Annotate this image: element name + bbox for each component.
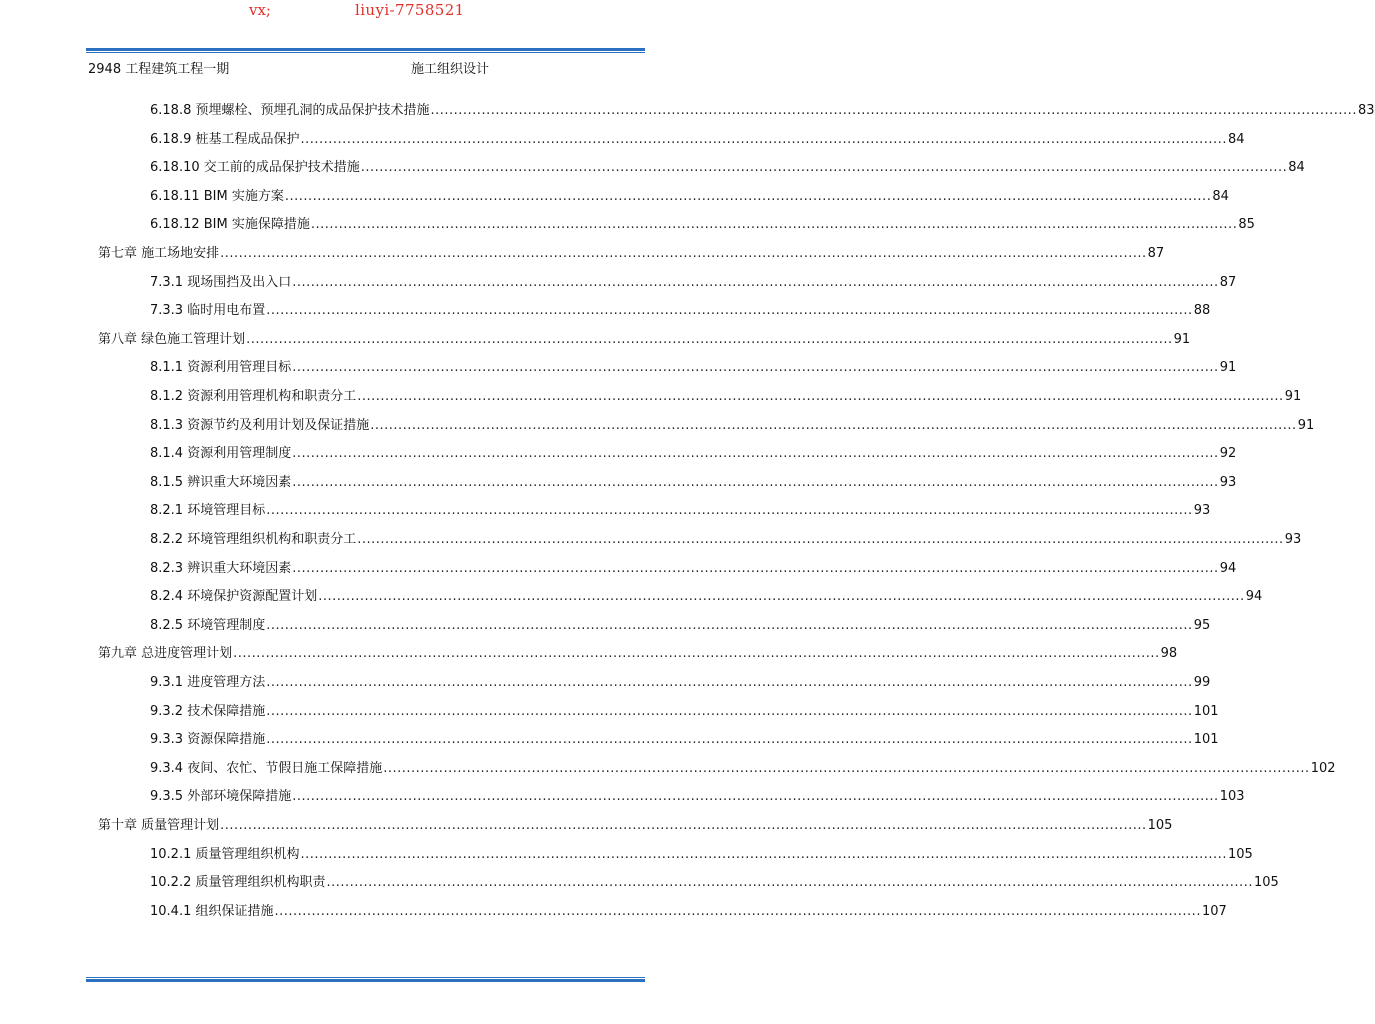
toc-dot-leader: ........................................................................................................................................................................................................ [220,818,1147,833]
toc-entry-title: 8.1.1 资源利用管理目标 [150,360,292,376]
toc-dot-leader: ........................................................................................................................................................................................................ [300,131,1227,147]
toc-dot-leader: ........................................................................................................................................................................................................ [310,217,1238,233]
toc-dot-leader: ........................................................................................................................................................................................................ [383,760,1310,776]
toc-entry-title: 6.18.8 预埋螺栓、预埋孔洞的成品保护技术措施 [150,103,430,118]
toc-entry-title: 9.3.2 技术保障措施 [150,703,266,719]
toc-dot-leader: ........................................................................................................................................................................................................ [266,703,1193,719]
footer-rule [86,977,645,982]
toc-section-entry[interactable] [150,387,1302,407]
toc-entry-title: 10.2.2 质量管理组织机构职责 [150,875,326,891]
toc-dot-leader: ........................................................................................................................................................................................................ [284,188,1212,204]
toc-section-entry[interactable] [150,444,1237,464]
toc-entry-title: 8.1.2 资源利用管理机构和职责分工 [150,389,357,404]
toc-entry-title: 6.18.12 BIM 实施保障措施 [150,217,310,233]
toc-section-entry[interactable] [150,501,1211,521]
toc-page-number: 88 [1193,303,1211,319]
toc-dot-leader: ........................................................................................................................................................................................................ [292,360,1219,376]
toc-dot-leader: ........................................................................................................................................................................................................ [360,160,1288,176]
toc-page-number: 84 [1288,160,1305,176]
toc-page-number: 102 [1310,760,1336,776]
toc-dot-leader: ........................................................................................................................................................................................................ [357,532,1284,547]
toc-chapter-entry[interactable] [98,816,1173,836]
toc-page-number: 87 [1219,274,1237,290]
toc-entry-title: 8.2.2 环境管理组织机构和职责分工 [150,532,357,547]
toc-section-entry[interactable] [150,358,1237,378]
toc-chapter-entry[interactable] [98,330,1191,350]
toc-section-entry[interactable] [150,530,1302,550]
toc-dot-leader: ........................................................................................................................................................................................................ [292,446,1219,462]
toc-entry-title: 9.3.3 资源保障措施 [150,732,266,748]
toc-section-entry[interactable] [150,301,1211,321]
toc-page-number: 105 [1253,875,1279,891]
toc-dot-leader: ........................................................................................................................................................................................................ [357,389,1284,404]
toc-page-number: 98 [1160,646,1178,662]
toc-page-number: 101 [1193,732,1219,748]
watermark [0,0,724,20]
toc-page-number: 85 [1238,217,1255,233]
toc-page-number: 91 [1297,417,1315,433]
toc-entry-title: 8.1.5 辨识重大环境因素 [150,474,292,490]
toc-page-number: 99 [1193,675,1211,690]
toc-section-entry[interactable] [150,587,1263,607]
toc-section-entry[interactable] [150,559,1237,579]
toc-section-entry[interactable] [150,473,1237,493]
toc-dot-leader: ........................................................................................................................................................................................................ [318,589,1245,605]
toc-page-number: 87 [1147,246,1165,261]
toc-entry-title: 8.2.1 环境管理目标 [150,503,266,519]
toc-entry-title: 第八章 绿色施工管理计划 [98,331,246,347]
header-rule [86,48,645,53]
toc-entry-title: 9.3.5 外部环境保障措施 [150,789,292,805]
toc-section-entry[interactable] [150,873,1279,893]
toc-dot-leader: ........................................................................................................................................................................................................ [370,417,1297,433]
toc-section-entry[interactable] [150,759,1336,779]
toc-section-entry[interactable] [150,902,1227,922]
watermark-left-text: vx; [249,1,271,19]
toc-dot-leader: ........................................................................................................................................................................................................ [430,103,1357,118]
toc-page-number: 101 [1193,703,1219,719]
toc-section-entry[interactable] [150,673,1211,693]
toc-section-entry[interactable] [150,616,1211,636]
toc-dot-leader: ........................................................................................................................................................................................................ [266,617,1193,633]
toc-chapter-entry[interactable] [98,244,1165,264]
toc-page-number: 91 [1173,331,1191,347]
toc-entry-title: 6.18.9 桩基工程成品保护 [150,131,300,147]
toc-dot-leader: ........................................................................................................................................................................................................ [292,274,1219,290]
toc-entry-title: 10.2.1 质量管理组织机构 [150,846,300,862]
watermark-right-text: liuyi-7758521 [355,1,465,19]
page-header [88,58,644,78]
toc-chapter-entry[interactable] [98,644,1178,664]
toc-dot-leader: ........................................................................................................................................................................................................ [233,646,1160,662]
toc-dot-leader: ........................................................................................................................................................................................................ [220,246,1147,261]
toc-entry-title: 8.2.4 环境保护资源配置计划 [150,589,318,605]
toc-page-number: 92 [1219,446,1237,462]
toc-page-number: 105 [1227,846,1253,862]
toc-section-entry[interactable] [150,702,1219,722]
toc-dot-leader: ........................................................................................................................................................................................................ [300,846,1227,862]
toc-dot-leader: ........................................................................................................................................................................................................ [246,331,1173,347]
toc-section-entry[interactable] [150,215,1255,235]
toc-dot-leader: ........................................................................................................................................................................................................ [292,560,1219,576]
toc-dot-leader: ........................................................................................................................................................................................................ [266,303,1193,319]
toc-entry-title: 8.1.4 资源利用管理制度 [150,446,292,462]
toc-entry-title: 10.4.1 组织保证措施 [150,903,274,919]
header-project-title: 2948 工程建筑工程一期 [88,62,230,77]
toc-section-entry[interactable] [150,416,1315,436]
toc-dot-leader: ........................................................................................................................................................................................................ [266,675,1193,690]
toc-entry-title: 第十章 质量管理计划 [98,818,220,833]
toc-section-entry[interactable] [150,187,1229,207]
toc-section-entry[interactable] [150,130,1245,150]
toc-dot-leader: ........................................................................................................................................................................................................ [326,875,1253,891]
toc-page-number: 93 [1193,503,1211,519]
toc-dot-leader: ........................................................................................................................................................................................................ [292,474,1219,490]
toc-page-number: 95 [1193,617,1211,633]
toc-page-number: 94 [1219,560,1237,576]
toc-entry-title: 7.3.3 临时用电布置 [150,303,266,319]
toc-entry-title: 8.2.5 环境管理制度 [150,617,266,633]
toc-dot-leader: ........................................................................................................................................................................................................ [266,503,1193,519]
toc-entry-title: 7.3.1 现场围挡及出入口 [150,274,292,290]
header-document-title: 施工组织设计 [411,62,490,77]
toc-page-number: 107 [1201,903,1227,919]
toc-section-entry[interactable] [150,158,1305,178]
toc-page-number: 93 [1219,474,1237,490]
toc-entry-title: 8.2.3 辨识重大环境因素 [150,560,292,576]
toc-page-number: 91 [1284,389,1302,404]
toc-dot-leader: ........................................................................................................................................................................................................ [274,903,1201,919]
toc-page-number: 84 [1227,131,1245,147]
toc-section-entry[interactable] [150,787,1245,807]
toc-dot-leader: ........................................................................................................................................................................................................ [292,789,1219,805]
toc-section-entry[interactable] [150,101,1375,121]
toc-section-entry[interactable] [150,845,1253,865]
toc-entry-title: 9.3.1 进度管理方法 [150,675,266,690]
toc-page-number: 93 [1284,532,1302,547]
toc-section-entry[interactable] [150,273,1237,293]
toc-page-number: 83 [1357,103,1375,118]
toc-entry-title: 第七章 施工场地安排 [98,246,220,261]
toc-page-number: 105 [1147,818,1173,833]
toc-page-number: 91 [1219,360,1237,376]
toc-dot-leader: ........................................................................................................................................................................................................ [266,732,1193,748]
toc-entry-title: 第九章 总进度管理计划 [98,646,233,662]
toc-entry-title: 6.18.10 交工前的成品保护技术措施 [150,160,360,176]
toc-entry-title: 9.3.4 夜间、农忙、节假日施工保障措施 [150,760,383,776]
toc-entry-title: 6.18.11 BIM 实施方案 [150,188,284,204]
toc-page-number: 94 [1245,589,1263,605]
toc-entry-title: 8.1.3 资源节约及利用计划及保证措施 [150,417,370,433]
toc-page-number: 103 [1219,789,1245,805]
toc-section-entry[interactable] [150,730,1219,750]
toc-page-number: 84 [1212,188,1229,204]
